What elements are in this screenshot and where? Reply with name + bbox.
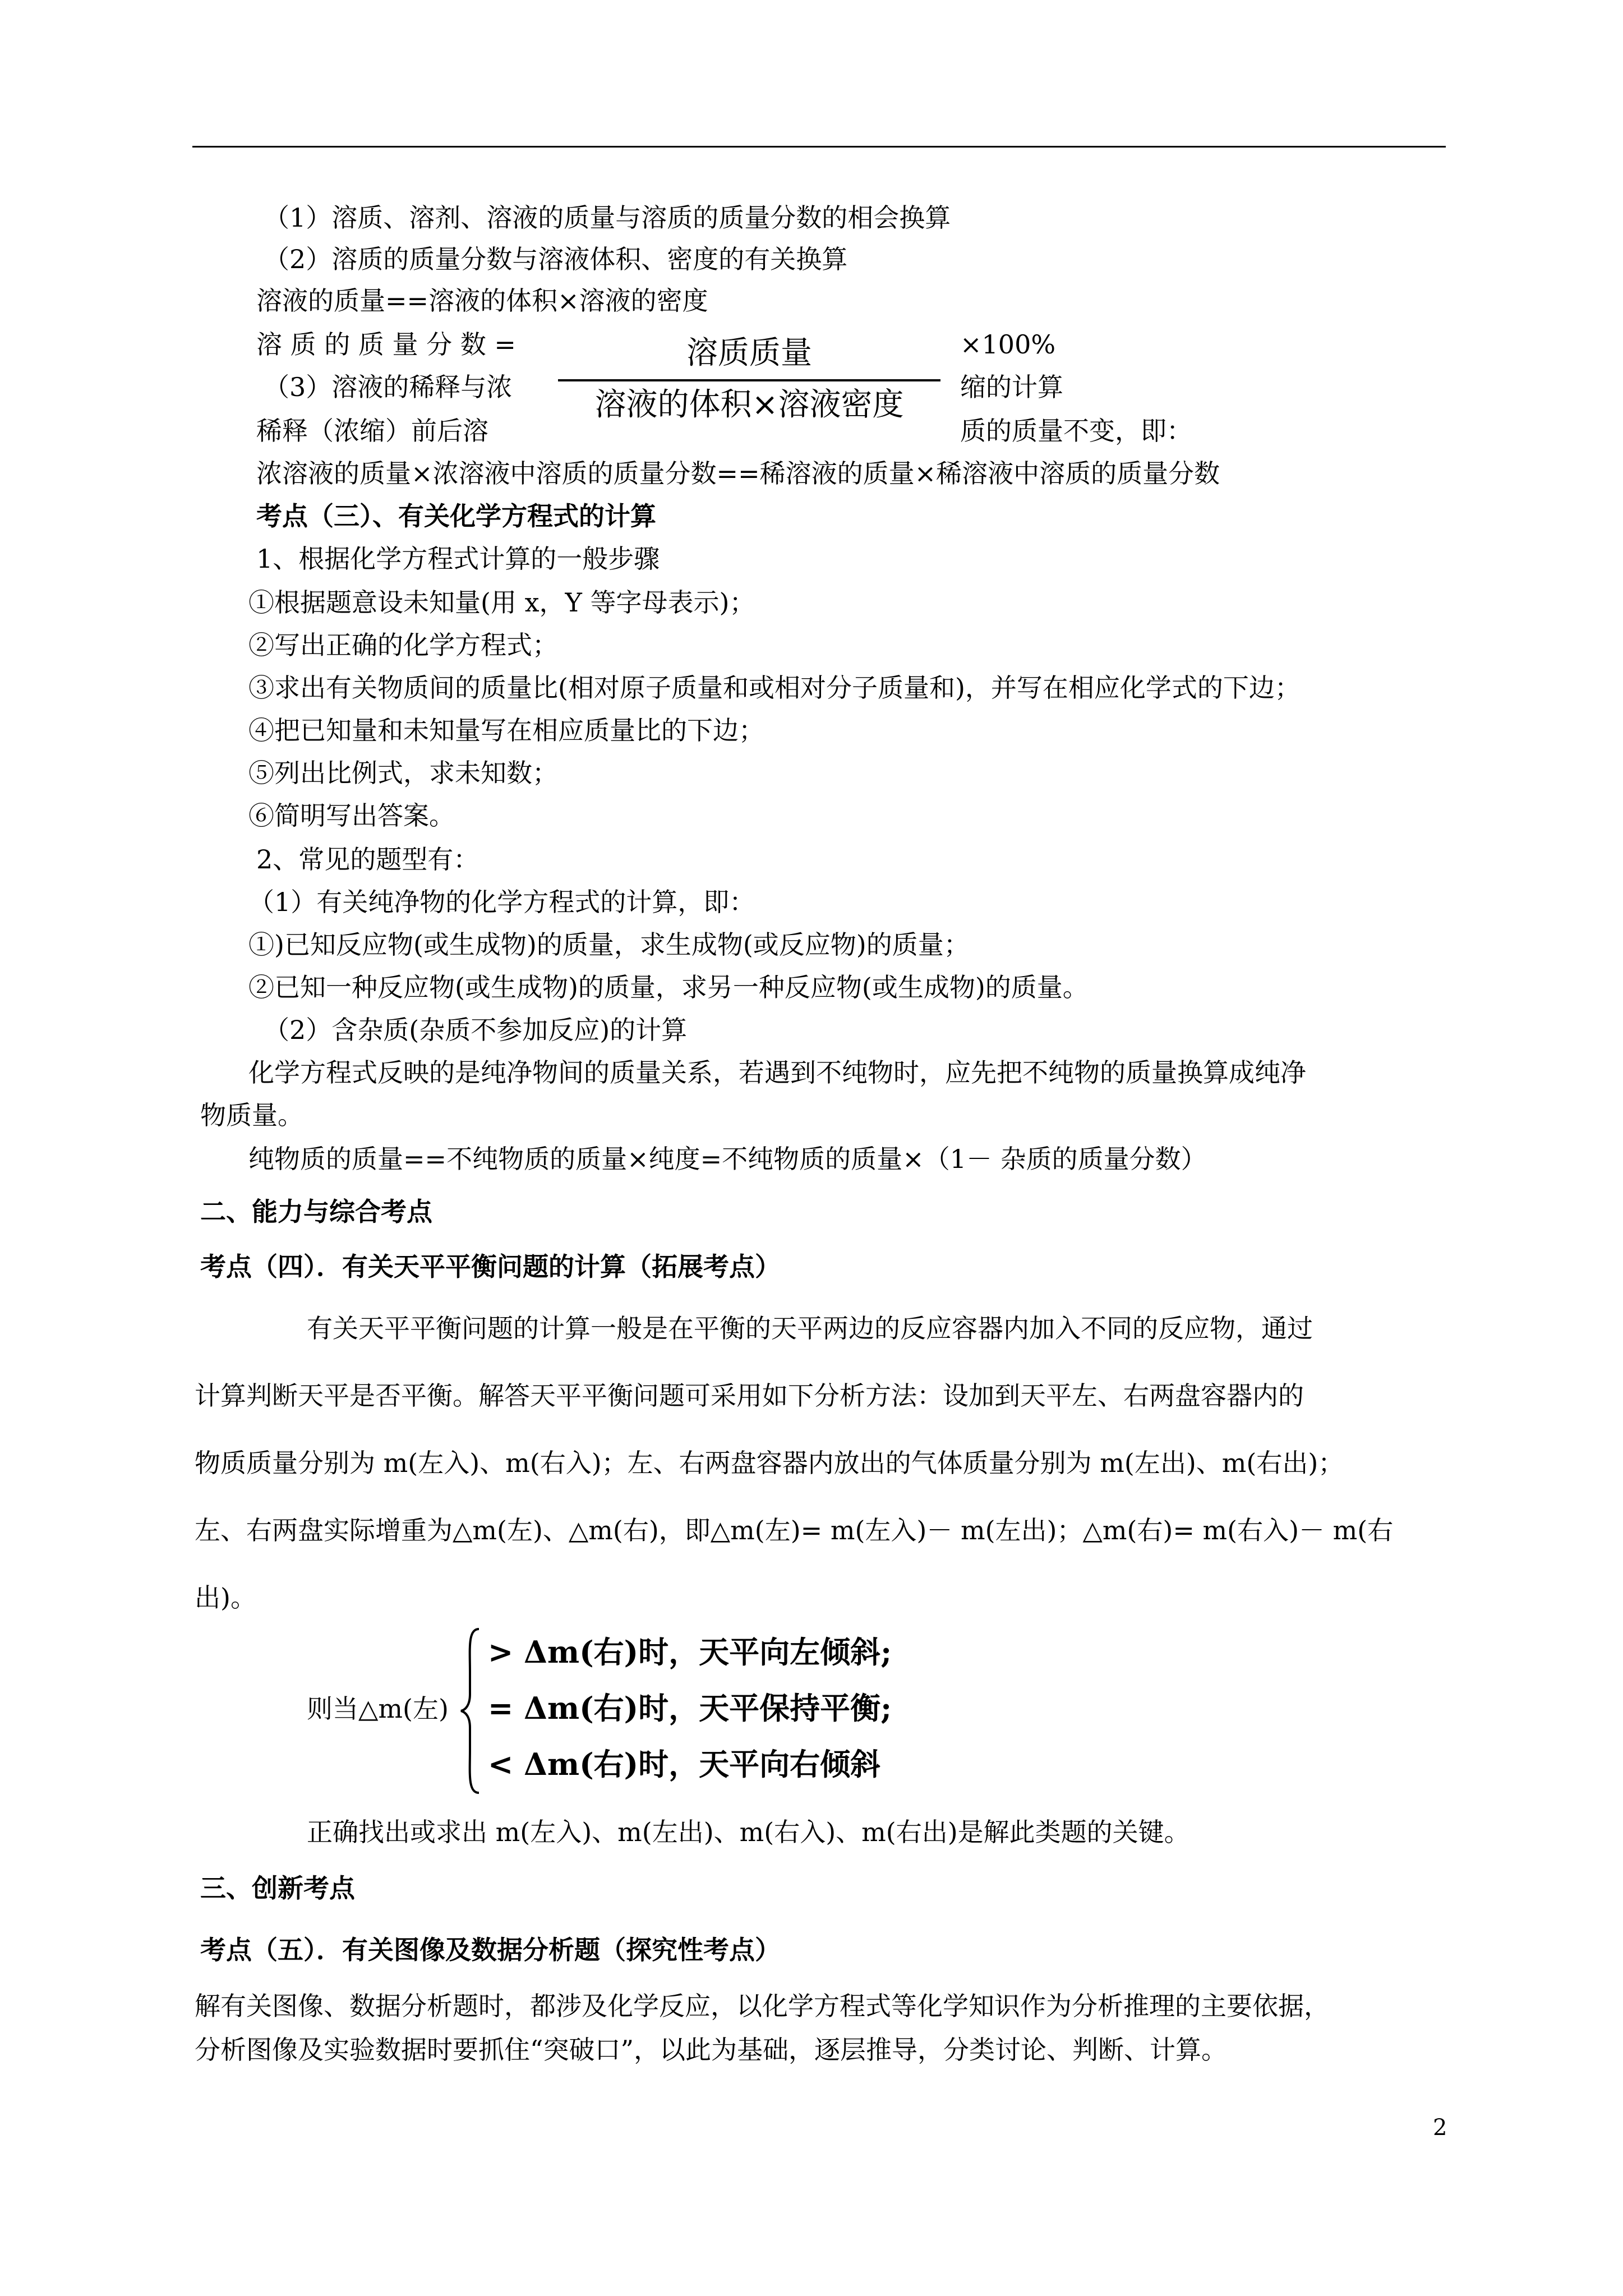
text-line: ④把已知量和未知量写在相应质量比的下边； [248,715,764,746]
text-line: 物质质量分别为 m(左入)、m(右入)；左、右两盘容器内放出的气体质量分别为 m(左出)、m(右出)； [195,1448,1344,1478]
fraction-bar [558,379,940,381]
balance-case: > Δm(右)时，天平向左倾斜; [488,1634,892,1670]
balance-case: = Δm(右)时，天平保持平衡; [488,1690,892,1726]
text-line: ①)已知反应物(或生成物)的质量，求生成物(或反应物)的质量； [248,930,970,960]
text-line: 纯物质的质量==不纯物质的质量×纯度=不纯物质的质量×（1－ 杂质的质量分数） [248,1144,1207,1174]
text-line: 质的质量不变，即： [960,416,1192,446]
text-line: ⑥简明写出答案。 [248,800,455,831]
text-line: 正确找出或求出 m(左入)、m(左出)、m(右入)、m(右出)是解此类题的关键。 [307,1817,1190,1847]
text-line: （3）溶液的稀释与浓 [264,372,513,402]
section-heading: 二、能力与综合考点 [200,1197,432,1227]
text-line: 则当△m(左) [307,1694,449,1724]
section-heading: 考点（三）、有关化学方程式的计算 [256,501,656,531]
text-line: 溶液的质量==溶液的体积×溶液的密度 [256,286,708,316]
text-line: 分析图像及实验数据时要抓住“突破口”，以此为基础，逐层推导，分类讨论、判断、计算。 [195,2035,1228,2065]
section-heading: 考点（五）．有关图像及数据分析题（探究性考点） [200,1935,781,1965]
text-line: ①根据题意设未知量(用 x，Y 等字母表示)； [248,587,755,618]
text-line: 化学方程式反映的是纯净物间的质量关系，若遇到不纯物时，应先把不纯物的质量换算成纯净 [248,1057,1306,1088]
text-line: 左、右两盘实际增重为△m(左)、△m(右)，即△m(左)= m(左入)－ m(左出)；△m(右)= m(右入)－ m(右 [195,1515,1394,1545]
text-line: 1、根据化学方程式计算的一般步骤 [256,544,660,574]
text-line: 溶 质 的 质 量 分 数 = [256,329,516,360]
text-line: ⑤列出比例式，求未知数； [248,758,558,788]
text-line: 浓溶液的质量×浓溶液中溶质的质量分数==稀溶液的质量×稀溶液中溶质的质量分数 [256,458,1220,489]
text-line: （2）含杂质(杂质不参加反应)的计算 [264,1015,688,1045]
text-line: （1）溶质、溶剂、溶液的质量与溶质的质量分数的相会换算 [264,203,951,233]
fraction-denominator: 溶液的体积×溶液密度 [594,386,904,423]
text-line: 有关天平平衡问题的计算一般是在平衡的天平两边的反应容器内加入不同的反应物，通过 [307,1313,1313,1343]
text-line: 稀释（浓缩）前后溶 [256,416,488,446]
text-line: 物质量。 [200,1100,303,1130]
left-brace-icon [459,1627,481,1795]
page-number: 2 [1433,2115,1447,2141]
fraction-numerator: 溶质质量 [686,335,812,371]
header-rule [192,146,1446,148]
text-line: ②已知一种反应物(或生成物)的质量，求另一种反应物(或生成物)的质量。 [248,972,1089,1002]
mass-fraction-formula [558,331,940,426]
text-line: 解有关图像、数据分析题时，都涉及化学反应，以化学方程式等化学知识作为分析推理的主要依据， [195,1991,1330,2021]
text-line: 计算判断天平是否平衡。解答天平平衡问题可采用如下分析方法：设加到天平左、右两盘容器内的 [195,1381,1304,1411]
text-line: ③求出有关物质间的质量比(相对原子质量和或相对分子质量和)，并写在相应化学式的下边； [248,673,1301,703]
section-heading: 三、创新考点 [200,1873,355,1903]
section-heading: 考点（四）．有关天平平衡问题的计算（拓展考点） [200,1251,781,1282]
text-line: ×100% [960,329,1056,360]
text-line: 2、常见的题型有： [256,844,479,875]
text-line: （2）溶质的质量分数与溶液体积、密度的有关换算 [264,244,848,274]
text-line: （1）有关纯净物的化学方程式的计算，即： [248,887,755,917]
text-line: ②写出正确的化学方程式； [248,630,558,660]
text-line: 出)。 [195,1582,256,1613]
text-line: 缩的计算 [960,372,1063,402]
balance-case: < Δm(右)时，天平向右倾斜 [488,1746,881,1782]
